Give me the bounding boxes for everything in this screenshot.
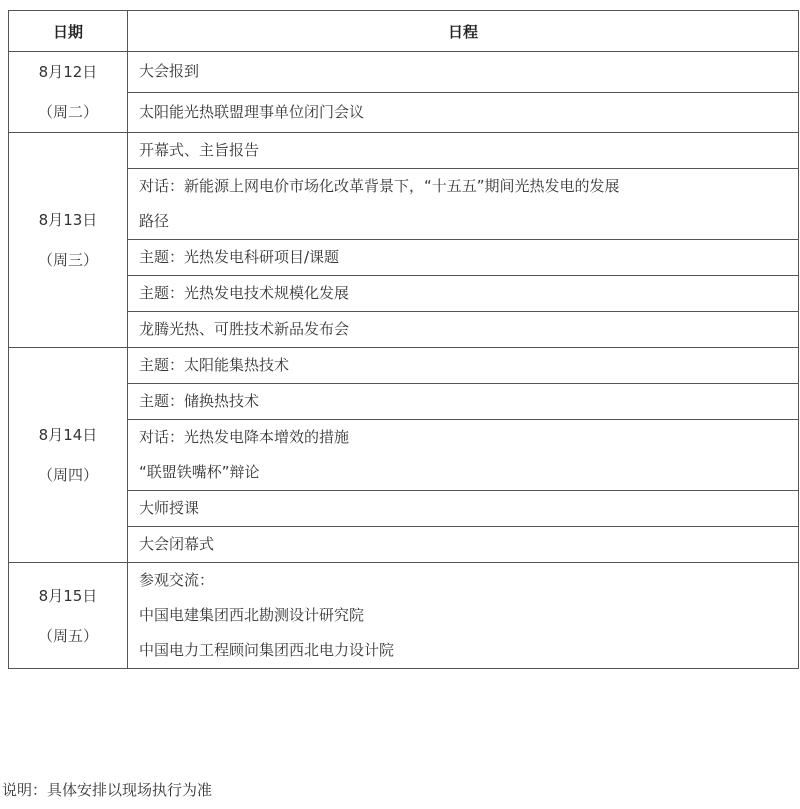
header-date: 日期: [9, 11, 128, 52]
schedule-item: [128, 240, 799, 276]
schedule-item-text: 开幕式、主旨报告: [139, 141, 260, 159]
schedule-table: [8, 10, 799, 669]
schedule-item: [128, 491, 799, 527]
date-label: 8月14日: [38, 426, 98, 444]
schedule-item-text: 对话：光热发电降本增效的措施: [139, 428, 350, 446]
schedule-item-text: 中国电力工程顾问集团西北电力设计院: [139, 641, 395, 659]
schedule-item-text: 大会闭幕式: [139, 535, 215, 553]
schedule-row: [9, 527, 799, 563]
schedule-item-text: 对话：新能源上网电价市场化改革背景下，“十五五”期间光热发电的发展: [139, 177, 620, 195]
schedule-row: [9, 240, 799, 276]
weekday-label: （周二）: [37, 103, 98, 121]
schedule-item-text: 太阳能光热联盟理事单位闭门会议: [139, 102, 365, 121]
schedule-item-text: 龙腾光热、可胜技术新品发布会: [139, 320, 350, 338]
schedule-row: [9, 312, 799, 348]
schedule-item-text: 路径: [139, 212, 170, 230]
schedule-item-text: “联盟铁嘴杯”辩论: [139, 463, 260, 481]
header-schedule: 日程: [128, 11, 799, 52]
schedule-item-text: 主题：太阳能集热技术: [139, 356, 290, 374]
weekday-label: （周四）: [37, 466, 98, 484]
schedule-item: [128, 384, 799, 420]
weekday-label: （周三）: [37, 251, 98, 269]
date-label: 8月13日: [38, 211, 98, 229]
schedule-item: [128, 52, 799, 93]
schedule-row: [9, 133, 799, 169]
schedule-item: [128, 527, 799, 563]
schedule-item-text: 参观交流：: [139, 571, 215, 589]
schedule-item-text: 主题：光热发电技术规模化发展: [139, 284, 350, 302]
date-label: 8月15日: [38, 586, 98, 605]
schedule-item: [128, 312, 799, 348]
schedule-row: [9, 92, 799, 133]
weekday-label: （周五）: [37, 626, 98, 645]
schedule-row: [9, 384, 799, 420]
footnote: 说明：具体安排以现场执行为准: [2, 781, 213, 799]
date-cell: [9, 133, 128, 348]
schedule-item: [128, 563, 799, 669]
schedule-item-text: 大会报到: [139, 62, 200, 81]
schedule-row: [9, 52, 799, 93]
schedule-item-text: 大师授课: [139, 499, 200, 517]
schedule-row: [9, 276, 799, 312]
schedule-item: [128, 133, 799, 169]
header-row: [9, 11, 799, 52]
schedule-item: [128, 169, 799, 240]
schedule-item-text: 中国电建集团西北勘测设计研究院: [139, 606, 365, 624]
date-cell: [9, 348, 128, 563]
schedule-row: [9, 348, 799, 384]
schedule-item: [128, 348, 799, 384]
schedule-item-text: 主题：储换热技术: [139, 392, 260, 410]
schedule-row: [9, 169, 799, 240]
schedule-row: [9, 563, 799, 669]
schedule-row: [9, 420, 799, 491]
schedule-item: [128, 420, 799, 491]
date-cell: [9, 563, 128, 669]
schedule-row: [9, 491, 799, 527]
schedule-item: [128, 276, 799, 312]
schedule-item: [128, 92, 799, 133]
date-label: 8月12日: [38, 63, 98, 81]
schedule-item-text: 主题：光热发电科研项目/课题: [139, 248, 340, 266]
date-cell: [9, 52, 128, 133]
